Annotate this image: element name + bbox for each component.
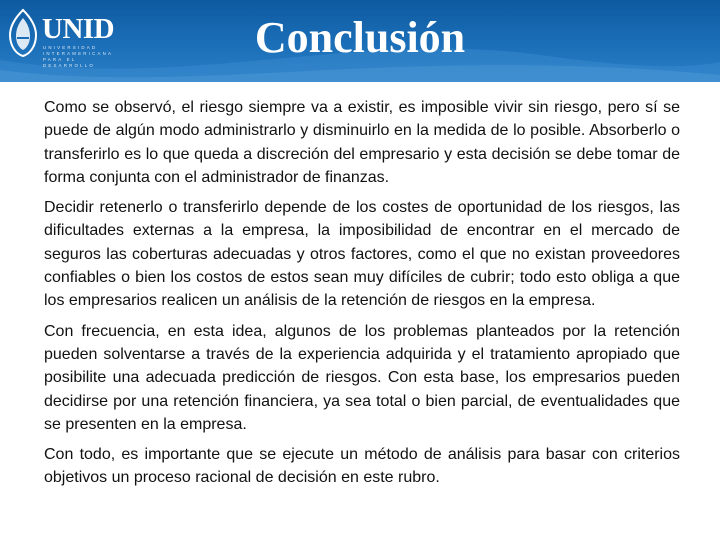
paragraph-3: Con frecuencia, en esta idea, algunos de los problemas planteados por la retención pueden solventarse a través de la experiencia adquirida y el tratamiento apropiado que posibilite una adecuada predicción de riesgos. Con esta base, los empresarios pueden decidirse por una retención financiera, ya sea total o bien parcial, de eventualidades que se presenten en la empresa.	[44, 322, 680, 433]
slide-content	[44, 96, 680, 497]
paragraph-4: Con todo, es importante que se ejecute un método de análisis para basar con criterios objetivos un proceso racional de decisión en este rubro.	[44, 446, 680, 487]
page-title: Conclusión	[254, 13, 466, 62]
paragraph-2: Decidir retenerlo o transferirlo depende de los costes de oportunidad de los riesgos, las dificultades externas a la empresa, la imposibilidad de encontrar en el mercado de seguros las coberturas adecuadas y otros factores, como el que no existan proveedores confiables o bien los costos de estos sean muy difíciles de cubrir; todo esto obliga a que los empresarios realicen un análisis de la retención de riesgos en la empresa.	[44, 199, 680, 310]
logo-text: UNID	[42, 13, 115, 45]
paragraph-1: Como se observó, el riesgo siempre va a existir, es imposible vivir sin riesgo, pero sí se puede de algún modo administrarlo y disminuirlo en la medida de lo posible. Absorberlo o transferirlo es lo que queda a discreción del empresario y esta decisión se debe tomar de forma conjunta con el administrador de finanzas.	[44, 99, 680, 186]
slide-header	[0, 0, 720, 82]
logo-subtitle: UNIVERSIDAD INTERAMERICANA PARA EL DESARROLLO	[43, 45, 113, 68]
